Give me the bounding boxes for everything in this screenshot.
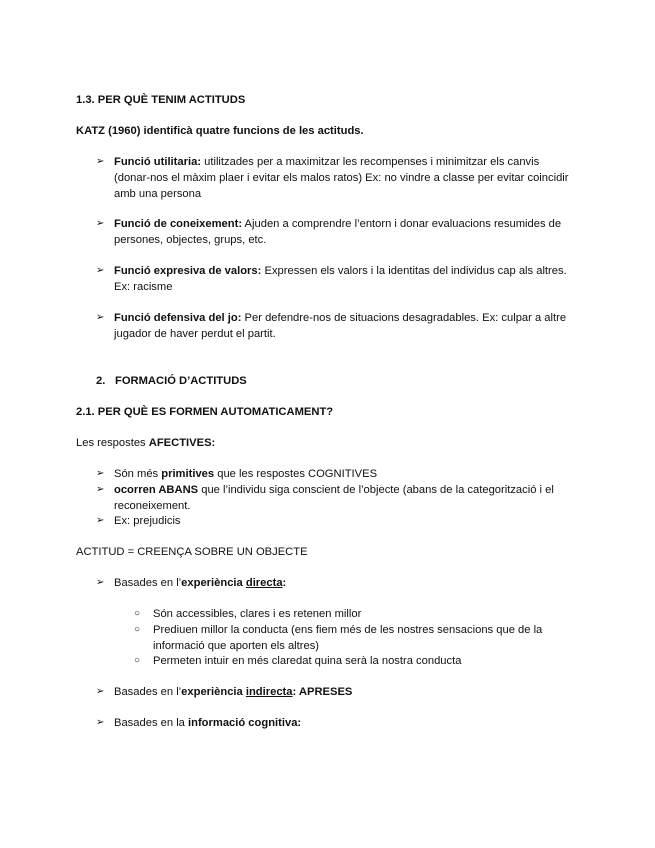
list-item-utilitaria: ➢ Funció utilitaria: utilitzades per a maximitzar les recompenses i minimitzar els canvis (donar-nos el màxim plaer i evitar els malos ratos) Ex: no vindre a classe per evitar coincidir amb una persona (96, 156, 569, 200)
arrow-bullet-icon: ➢ (96, 468, 105, 479)
arrow-bullet-icon: ➢ (96, 265, 105, 276)
circle-bullet-icon: ○ (134, 655, 141, 666)
section-heading-1-3: 1.3. PER QUÈ TENIM ACTITUDS (76, 94, 246, 106)
sub-list-item: ○ Permeten intuir en més claredat quina serà la nostra conducta (134, 655, 462, 667)
arrow-bullet-icon: ➢ (96, 484, 105, 495)
sub-list-item: ○ Prediuen millor la conducta (ens fiem més de les nostres sensacions que de la informació que aporten els altres) (134, 624, 543, 652)
list-item-expresiva: ➢ Funció expresiva de valors: Expressen els valors i la identitas del individus cap als altres. Ex: racisme (96, 265, 567, 293)
arrow-bullet-icon: ➢ (96, 312, 105, 323)
katz-intro: KATZ (1960) identificà quatre funcions de les actituds. (76, 125, 364, 137)
list-item-abans: ➢ ocorren ABANS que l’individu siga conscient de l’objecte (abans de la categorització i el reconeixement. (96, 484, 554, 512)
section-heading-2: FORMACIÓ D’ACTITUDS (115, 375, 247, 387)
list-item-coneixement: ➢ Funció de coneixement: Ajuden a comprendre l’entorn i donar evaluacions resumides de persones, objectes, grups, etc. (96, 218, 562, 246)
list-item-directa: ➢ Basades en l’experiència directa: (96, 577, 287, 589)
circle-bullet-icon: ○ (134, 624, 141, 635)
section-heading-2-number: 2. (96, 375, 106, 387)
afectives-intro: Les respostes AFECTIVES: (76, 437, 216, 449)
list-item-defensiva: ➢ Funció defensiva del jo: Per defendre-nos de situacions desagradables. Ex: culpar a altre jugador de haver perdut el partit. (96, 312, 567, 340)
list-item-primitives: ➢ Són més primitives que les respostes COGNITIVES (96, 468, 378, 480)
actitud-definition: ACTITUD = CREENÇA SOBRE UN OBJECTE (76, 546, 308, 558)
arrow-bullet-icon: ➢ (96, 218, 105, 229)
circle-bullet-icon: ○ (134, 608, 141, 619)
section-heading-2-1: 2.1. PER QUÈ ES FORMEN AUTOMATICAMENT? (76, 406, 334, 418)
list-item-indirecta: ➢ Basades en l’experiència indirecta: APRESES (96, 686, 353, 698)
arrow-bullet-icon: ➢ (96, 577, 105, 588)
list-item-prejudicis: ➢ Ex: prejudicis (96, 515, 181, 527)
list-item-cognitiva: ➢ Basades en la informació cognitiva: (96, 717, 302, 729)
arrow-bullet-icon: ➢ (96, 686, 105, 697)
sub-list-item: ○ Són accessibles, clares i es retenen millor (134, 608, 362, 620)
arrow-bullet-icon: ➢ (96, 156, 105, 167)
arrow-bullet-icon: ➢ (96, 717, 105, 728)
arrow-bullet-icon: ➢ (96, 515, 105, 526)
